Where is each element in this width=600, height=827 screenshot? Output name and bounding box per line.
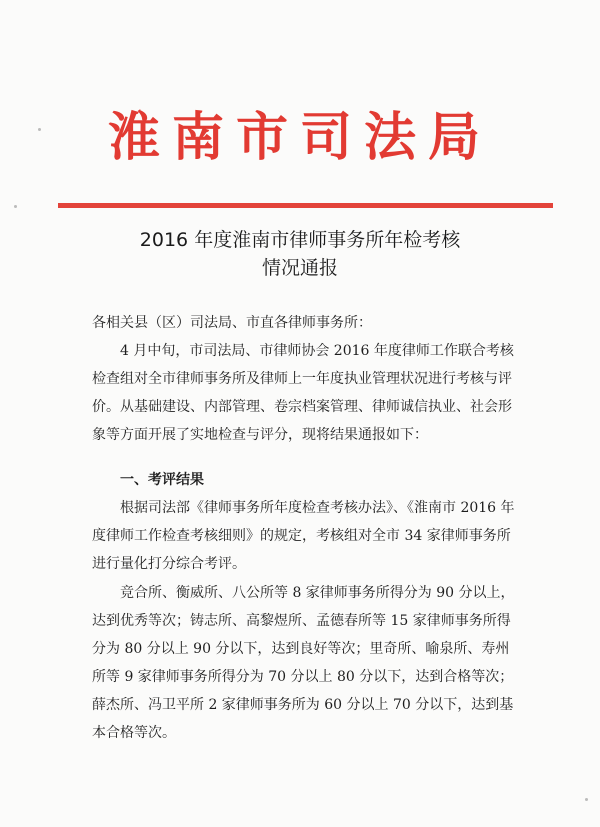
scan-speck: [14, 205, 17, 208]
salutation: 各相关县（区）司法局、市直各律师事务所：: [92, 315, 372, 331]
paragraph-intro: 4 月中旬，市司法局、市律师协会 2016 年度律师工作联合考核检查组对全市律师事务所及律师上一年度执业管理状况进行考核与评价。从基础建设、内部管理、卷宗档案管理、律师诚信执业、社会形象等方面开展了实地检查与评分，现将结果通报如下：: [92, 343, 514, 443]
title-line-1: 2016 年度淮南市律师事务所年检考核: [139, 229, 461, 251]
scan-speck: [585, 798, 588, 801]
title-line-2: 情况通报: [261, 257, 338, 279]
section-heading-results: 一、考评结果: [120, 472, 204, 488]
document-title: [0, 226, 600, 282]
paragraph-results: 竞合所、衡威所、八公所等 8 家律师事务所得分为 90 分以上，达到优秀等次；铸志所、高黎煜所、孟德春所等 15 家律师事务所得分为 80 分以上 90 分以下，达到良好等次；里奇所、喻泉所、寿州所等 9 家律师事务所得分为 70 分以上 80 分以下，达到合格等次；薛杰所、冯卫平所 2 家律师事务所为 60 分以上 70 分以下，达到基本合格等次。: [92, 585, 515, 741]
paragraph-basis: 根据司法部《律师事务所年度检查考核办法》、《淮南市 2016 年度律师工作检查考核细则》的规定，考核组对全市 34 家律师事务所进行量化打分综合考评。: [92, 500, 515, 572]
agency-masthead: 淮南市司法局: [107, 107, 492, 168]
red-divider-rule: [58, 203, 553, 208]
scan-speck: [38, 128, 41, 131]
